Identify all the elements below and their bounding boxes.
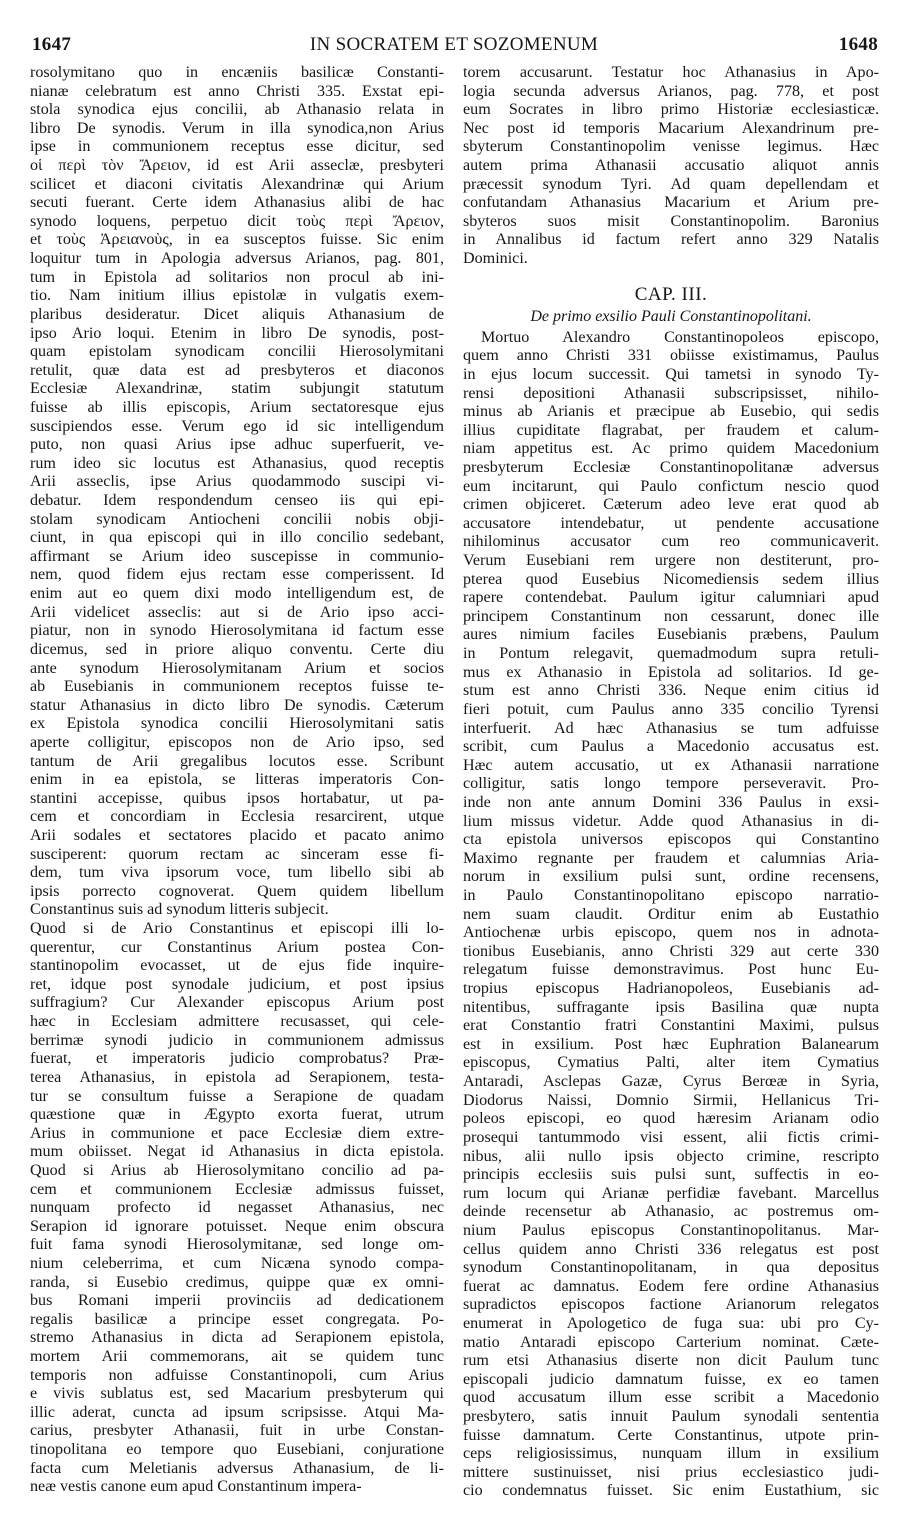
text-line: tur se consultum fuisse a Serapione de quadam bbox=[30, 1087, 444, 1105]
text-line: tantum de Arii gregalibus locutos esse. Scribunt bbox=[30, 752, 444, 770]
text-line: in Annalibus id factum refert anno 329 Natalis bbox=[463, 231, 879, 249]
text-line: stantini accepisse, quibus ipsos hortabatur, ut pa- bbox=[30, 789, 444, 807]
text-line: Quod si Arius ab Hierosolymitano concilio ad pa- bbox=[30, 1161, 444, 1179]
text-line: Ecclesiæ Alexandrinæ, statim subjungit statutum bbox=[30, 380, 444, 398]
text-line: enim aut eo quem dixi modo intelligendum est, de bbox=[30, 585, 444, 603]
text-line: crimen objiceret. Cæterum adeo leve erat quod ab bbox=[463, 496, 879, 514]
text-line: hæc in Ecclesiam admittere recusasset, qui cele- bbox=[30, 1013, 444, 1031]
text-line: berrimæ synodi judicio in communionem admissus bbox=[30, 1031, 444, 1049]
text-line: tio. Nam initium illius epistolæ in vulgatis exem- bbox=[30, 287, 444, 305]
text-line: nibus, alii nullo ipsis objecto crimine, rescripto bbox=[463, 1147, 879, 1165]
text-line: colligitur, satis longo tempore perseveravit. Pro- bbox=[463, 775, 879, 793]
text-line: presbyterum Ecclesiæ Constantinopolitanæ adversus bbox=[463, 458, 879, 476]
text-line: bus Romani imperii provinciis ad dedicationem bbox=[30, 1292, 444, 1310]
text-line: statur Athanasius in dicto libro De synodis. Cæterum bbox=[30, 696, 444, 714]
text-line: querentur, cur Constantinus Arium postea Con- bbox=[30, 938, 444, 956]
page-number-right: 1648 bbox=[838, 34, 878, 55]
running-head bbox=[30, 30, 878, 60]
text-line: Antiochenæ urbis episcopo, quem nos in adnota- bbox=[463, 924, 879, 942]
text-line: nihilominus accusator cum reo communicaverit. bbox=[463, 533, 879, 551]
page-number-left: 1647 bbox=[32, 34, 72, 55]
text-line: ab Eusebianis in communionem receptos fuisse te- bbox=[30, 678, 444, 696]
text-line: norum in exsilium pulsi sunt, ordine recensens, bbox=[463, 868, 879, 886]
running-title: IN SOCRATEM ET SOZOMENUM bbox=[309, 34, 599, 55]
text-line: cem et communionem Ecclesiæ admissus fuisset, bbox=[30, 1180, 444, 1198]
text-line: ceps religiosissimus, nunquam illum in exsilium bbox=[463, 1445, 879, 1463]
text-line: tionibus Eusebianis, anno Christi 329 aut certe 330 bbox=[463, 942, 879, 960]
text-line: tropius episcopus Hadrianopoleos, Eusebianis ad- bbox=[463, 980, 879, 998]
text-line: debatur. Idem respondendum censeo iis qui epi- bbox=[30, 492, 444, 510]
text-line: tum in Epistola ad solitarios non procul ab ini- bbox=[30, 268, 444, 286]
chapter-body-text bbox=[463, 329, 879, 1501]
text-line: matio Antaradi episcopo Carterium nominat. Cæte- bbox=[463, 1333, 879, 1351]
text-line: piatur, non in synodo Hierosolymitana id factum esse bbox=[30, 622, 444, 640]
text-line: poleos episcopi, eo quod hæresim Arianam odio bbox=[463, 1110, 879, 1128]
text-line: cio condemnatus fuisset. Sic enim Eustathium, sic bbox=[463, 1482, 879, 1500]
text-line: οἱ περὶ τὸν Ἄρειον, id est Arii asseclæ, presbyteri bbox=[30, 157, 444, 175]
text-line: synodum Constantinopolitanam, in qua depositus bbox=[463, 1259, 879, 1277]
text-line: niam appetitus est. Ac primo quidem Macedonium bbox=[463, 440, 879, 458]
text-line: synodo loquens, perpetuo dicit τοὺς περὶ Ἄρειον, bbox=[30, 212, 444, 230]
text-line: quem anno Christi 331 obiisse existimamus, Paulus bbox=[463, 347, 879, 365]
text-line: accusatore intendebatur, ut pendente accusatione bbox=[463, 514, 879, 532]
text-line: secuti fuerant. Certe idem Athanasius alibi de hac bbox=[30, 194, 444, 212]
text-line: episcopus, Cymatius Palti, alter item Cymatius bbox=[463, 1054, 879, 1072]
text-line: in Pontum relegavit, quemadmodum supra retuli- bbox=[463, 645, 879, 663]
text-line: principis ecclesiis suis pulsi sunt, suffectis in eo- bbox=[463, 1166, 879, 1184]
text-line: Arii asseclis, ipse Arius quodammodo suscipi vi- bbox=[30, 473, 444, 491]
text-line: rum ideo sic locutus est Athanasius, quod receptis bbox=[30, 454, 444, 472]
text-line: lium missus videtur. Adde quod Athanasius in di- bbox=[463, 812, 879, 830]
text-line: ante synodum Hierosolymitanam Arium et socios bbox=[30, 659, 444, 677]
right-column bbox=[463, 64, 879, 1501]
text-line: ex Epistola synodica concilii Hierosolymitani satis bbox=[30, 715, 444, 733]
chapter-subtitle: De primo exsilio Pauli Constantinopolitani. bbox=[530, 307, 812, 325]
text-line: quod accusatum illum esse scribit a Macedonio bbox=[463, 1389, 879, 1407]
text-line: ipso Ario loqui. Etenim in libro De synodis, post- bbox=[30, 324, 444, 342]
text-line: dem, tum viva ipsorum voce, tum libello sibi ab bbox=[30, 864, 444, 882]
text-line: eum Socrates in libro primo Historiæ ecclesiasticæ. bbox=[463, 101, 879, 119]
text-line: Antaradi, Asclepas Gazæ, Cyrus Berœæ in Syria, bbox=[463, 1073, 879, 1091]
text-line: affirmant se Arium ideo suscepisse in communio- bbox=[30, 547, 444, 565]
text-line: enim in ea epistola, se litteras imperatoris Con- bbox=[30, 771, 444, 789]
text-line: quam epistolam synodicam concilii Hierosolymitani bbox=[30, 343, 444, 361]
text-line: Constantinus suis ad synodum litteris subjecit. bbox=[30, 901, 329, 919]
text-line: nium celeberrima, et cum Nicæna synodo compa- bbox=[30, 1255, 444, 1272]
text-line: rosolymitano quo in encæniis basilicæ Constanti- bbox=[30, 64, 444, 81]
text-line: Diodorus Naissi, Domnio Sirmii, Hellanicus Tri- bbox=[463, 1091, 879, 1109]
text-line: præcessit synodum Tyri. Ad quam depellendam et bbox=[463, 175, 879, 193]
text-line: rapere contendebat. Paulum igitur calumniari apud bbox=[463, 589, 879, 607]
text-line: cem et concordiam in Ecclesia resarcirent, utque bbox=[30, 808, 444, 826]
text-line: Nec post id temporis Macarium Alexandrinum pre- bbox=[463, 119, 879, 137]
text-line: fuisse damnatum. Certe Constantinus, utpote prin- bbox=[463, 1426, 879, 1444]
text-line: temporis non adfuisse Constantinopoli, cum Arius bbox=[30, 1366, 444, 1384]
text-line: aures nimium faciles Eusebianis præbens, Paulum bbox=[463, 626, 879, 644]
text-line: erat Constantio fratri Constantini Maximi, pulsus bbox=[463, 1017, 879, 1035]
text-line: randa, si Eusebio credimus, quippe quæ ex omni- bbox=[30, 1273, 444, 1291]
right-column-continued-text bbox=[463, 64, 879, 269]
text-line: cta epistola universos episcopos qui Constantino bbox=[463, 831, 879, 849]
text-line: mum obiisset. Negat id Athanasius in dicta epistola. bbox=[30, 1143, 444, 1161]
text-line: Quod si de Ario Constantinus et episcopi illi lo- bbox=[30, 920, 444, 938]
text-line: nem suam claudit. Orditur enim ab Eustathio bbox=[463, 905, 879, 923]
text-line: logia secunda adversus Arianos, pag. 778, et post bbox=[463, 82, 879, 100]
text-line: Arius in communione et pace Ecclesiæ diem extre- bbox=[30, 1124, 444, 1142]
text-line: illic aderat, cuncta ad ipsum scripsisse. Atqui Ma- bbox=[30, 1403, 444, 1421]
text-line: facta cum Meletianis adversus Athanasium, de li- bbox=[30, 1459, 444, 1477]
text-line: nem, quod fidem ejus rectam esse comperissent. Id bbox=[30, 566, 444, 584]
text-line: pterea quod Eusebius Nicomediensis sedem illius bbox=[463, 570, 879, 588]
text-line: fuit fama synodi Hierosolymitanæ, sed longe om- bbox=[30, 1236, 444, 1254]
text-line: plaribus desideratur. Dicet aliquis Athanasium de bbox=[30, 305, 444, 323]
text-line: stantinopolim evocasset, ut de ejus fide inquire- bbox=[30, 957, 444, 975]
text-line: episcopali judicio damnatum fuisse, ex eo tamen bbox=[463, 1370, 879, 1388]
text-line: puto, non quasi Arius ipse adhuc superfuerit, ve- bbox=[30, 436, 444, 454]
text-line: sbyterum Constantinopolim venisse legimus. Hæc bbox=[463, 138, 879, 156]
text-line: quæstione quæ in Ægypto exorta fuerat, utrum bbox=[30, 1106, 444, 1124]
text-line: suscipiendos esse. Verum ego id sic intelligendum bbox=[30, 417, 444, 435]
text-line: regalis basilicæ a principe esset congregata. Po- bbox=[30, 1310, 444, 1328]
text-line: est in exsilium. Post hæc Euphration Balanearum bbox=[463, 1035, 879, 1053]
text-line: minus ab Arianis et præcipue ab Eusebio, qui sedis bbox=[463, 403, 879, 421]
text-line: ciunt, in qua episcopi qui in illo concilio sedebant, bbox=[30, 529, 444, 547]
text-line: aperte colligitur, episcopos non de Ario ipso, sed bbox=[30, 733, 444, 751]
text-line: scribit, cum Paulus a Macedonio accusatus est. bbox=[463, 738, 879, 756]
text-line: prosequi tantummodo visi essent, alii fictis crimi- bbox=[463, 1128, 879, 1146]
text-line: rum etsi Athanasius diserte non dicit Paulum tunc bbox=[463, 1352, 879, 1370]
text-line: mus ex Athanasio in Epistola ad solitarios. Id ge- bbox=[463, 663, 879, 681]
text-line: autem prima Athanasii accusatio aliquot annis bbox=[463, 157, 879, 175]
text-line: Maximo regnante per fraudem et calumnias Aria- bbox=[463, 849, 879, 867]
text-line: presbytero, satis innuit Paulum synodali sententia bbox=[463, 1408, 879, 1426]
text-line: nium Paulus episcopus Constantinopolitanus. Mar- bbox=[463, 1221, 879, 1239]
text-line: torem accusarunt. Testatur hoc Athanasius in Apo- bbox=[463, 64, 879, 81]
text-line: Hæc autem accusatio, ut ex Athanasii narratione bbox=[463, 756, 879, 774]
left-column bbox=[30, 64, 444, 1497]
text-line: confutandam Athanasius Macarium et Arium pre- bbox=[463, 194, 879, 212]
text-line: rensi depositioni Athanasii subscripsisset, nihilo- bbox=[463, 384, 879, 402]
text-line: Dominici. bbox=[463, 250, 528, 268]
text-line: stum est anno Christi 336. Neque enim citius id bbox=[463, 682, 879, 700]
text-line: supradictos episcopos factione Arianorum relegatos bbox=[463, 1296, 879, 1314]
text-line: tinopolitana eo tempore quo Eusebiani, conjuratione bbox=[30, 1441, 444, 1459]
chapter-title: CAP. III. bbox=[634, 283, 708, 305]
text-line: nitentibus, suffragante ipsis Basilina quæ nupta bbox=[463, 998, 879, 1016]
text-line: nunquam profecto id negasset Athanasius, nec bbox=[30, 1199, 444, 1217]
text-line: principem Constantinum non cessarunt, donec ille bbox=[463, 607, 879, 625]
text-line: relegatum fuisse demonstravimus. Post hunc Eu- bbox=[463, 961, 879, 979]
text-line: Mortuo Alexandro Constantinopoleos episcopo, bbox=[481, 328, 879, 346]
text-line: in ejus locum successit. Qui tametsi in synodo Ty- bbox=[463, 365, 879, 383]
text-line: carius, presbyter Athanasii, fuit in urbe Constan- bbox=[30, 1422, 444, 1440]
text-line: suffragium? Cur Alexander episcopus Arium post bbox=[30, 994, 444, 1012]
text-line: cellus quidem anno Christi 336 relegatus est post bbox=[463, 1240, 879, 1258]
text-line: ret, idque post synodale judicium, et post ipsius bbox=[30, 975, 444, 993]
text-line: enumerat in Apologetico de fuga sua: ubi pro Cy- bbox=[463, 1315, 879, 1332]
text-line: interfuerit. Ad hæc Athanasius se tum adfuisse bbox=[463, 719, 879, 737]
text-line: Arii sodales et sectatores placido et pacato animo bbox=[30, 826, 444, 844]
text-line: mittere sustinuisset, nisi prius ecclesiastico judi- bbox=[463, 1463, 879, 1481]
text-line: sbyteros suos misit Constantinopolim. Baronius bbox=[463, 212, 879, 230]
text-line: Serapion id ignorare potuisset. Neque enim obscura bbox=[30, 1217, 444, 1235]
text-line: retulit, quæ data est ad presbyteros et diaconos bbox=[30, 361, 444, 379]
text-line: libro De synodis. Verum in illa synodica,non Arius bbox=[30, 119, 444, 137]
text-line: fuerat, et imperatoris judicio comprobatus? Præ- bbox=[30, 1050, 444, 1068]
text-line: rum locum qui Arianæ perfidiæ favebant. Marcellus bbox=[463, 1184, 879, 1202]
text-line: eum incitarunt, qui Paulo confictum nescio quod bbox=[463, 477, 879, 495]
text-line: dicemus, sed in priore aliquo conventu. Certe diu bbox=[30, 640, 444, 658]
text-line: loquitur tum in Apologia adversus Arianos, pag. 801, bbox=[30, 250, 444, 268]
text-line: in Paulo Constantinopolitano episcopo narratio- bbox=[463, 886, 879, 904]
text-line: terea Athanasius, in epistola ad Serapionem, testa- bbox=[30, 1068, 444, 1086]
text-line: stolam synodicam Antiocheni concilii nobis obji- bbox=[30, 510, 444, 528]
text-line: et τοὺς Ἀρειανοὺς, in ea susceptos fuisse. Sic enim bbox=[30, 231, 444, 249]
text-line: fieri potuit, cum Paulus anno 335 concilio Tyrensi bbox=[463, 700, 879, 718]
text-line: deinde recensetur ab Athanasio, ac postremus om- bbox=[463, 1203, 879, 1221]
text-line: Verum Eusebiani rem urgere non destiterunt, pro- bbox=[463, 552, 879, 570]
text-line: illius cupiditate flagrabat, per fraudem et calum- bbox=[463, 421, 879, 439]
text-line: susciperent: quorum rectam ac sinceram esse fi- bbox=[30, 845, 444, 863]
text-line: nianæ celebratum est anno Christi 335. Exstat epi- bbox=[30, 82, 444, 100]
text-line: ipse in communionem receptus esse dicitur, sed bbox=[30, 138, 444, 156]
text-line: fuerat ac damnatus. Eodem fere ordine Athanasius bbox=[463, 1277, 879, 1295]
text-line: e vivis sublatus est, sed Macarium presbyterum qui bbox=[30, 1385, 444, 1403]
text-line: stremo Athanasius in dicta ad Serapionem epistola, bbox=[30, 1329, 444, 1347]
text-line: fuisse ab illis episcopis, Arium sectatoresque ejus bbox=[30, 398, 444, 416]
text-line: ipsis porrecto cognoverat. Quem quidem libellum bbox=[30, 882, 444, 900]
text-line: mortem Arii commemorans, ait se quidem tunc bbox=[30, 1348, 444, 1366]
text-line: stola synodica ejus concilii, ab Athanasio relata in bbox=[30, 101, 444, 119]
text-line: neæ vestis canone eum apud Constantinum impera- bbox=[30, 1478, 362, 1496]
text-line: scilicet et diaconi civitatis Alexandrinæ qui Arium bbox=[30, 175, 444, 193]
text-line: Arii videlicet asseclis: aut si de Ario ipso acci- bbox=[30, 603, 444, 621]
text-line: inde non ante annum Domini 336 Paulus in exsi- bbox=[463, 793, 879, 811]
